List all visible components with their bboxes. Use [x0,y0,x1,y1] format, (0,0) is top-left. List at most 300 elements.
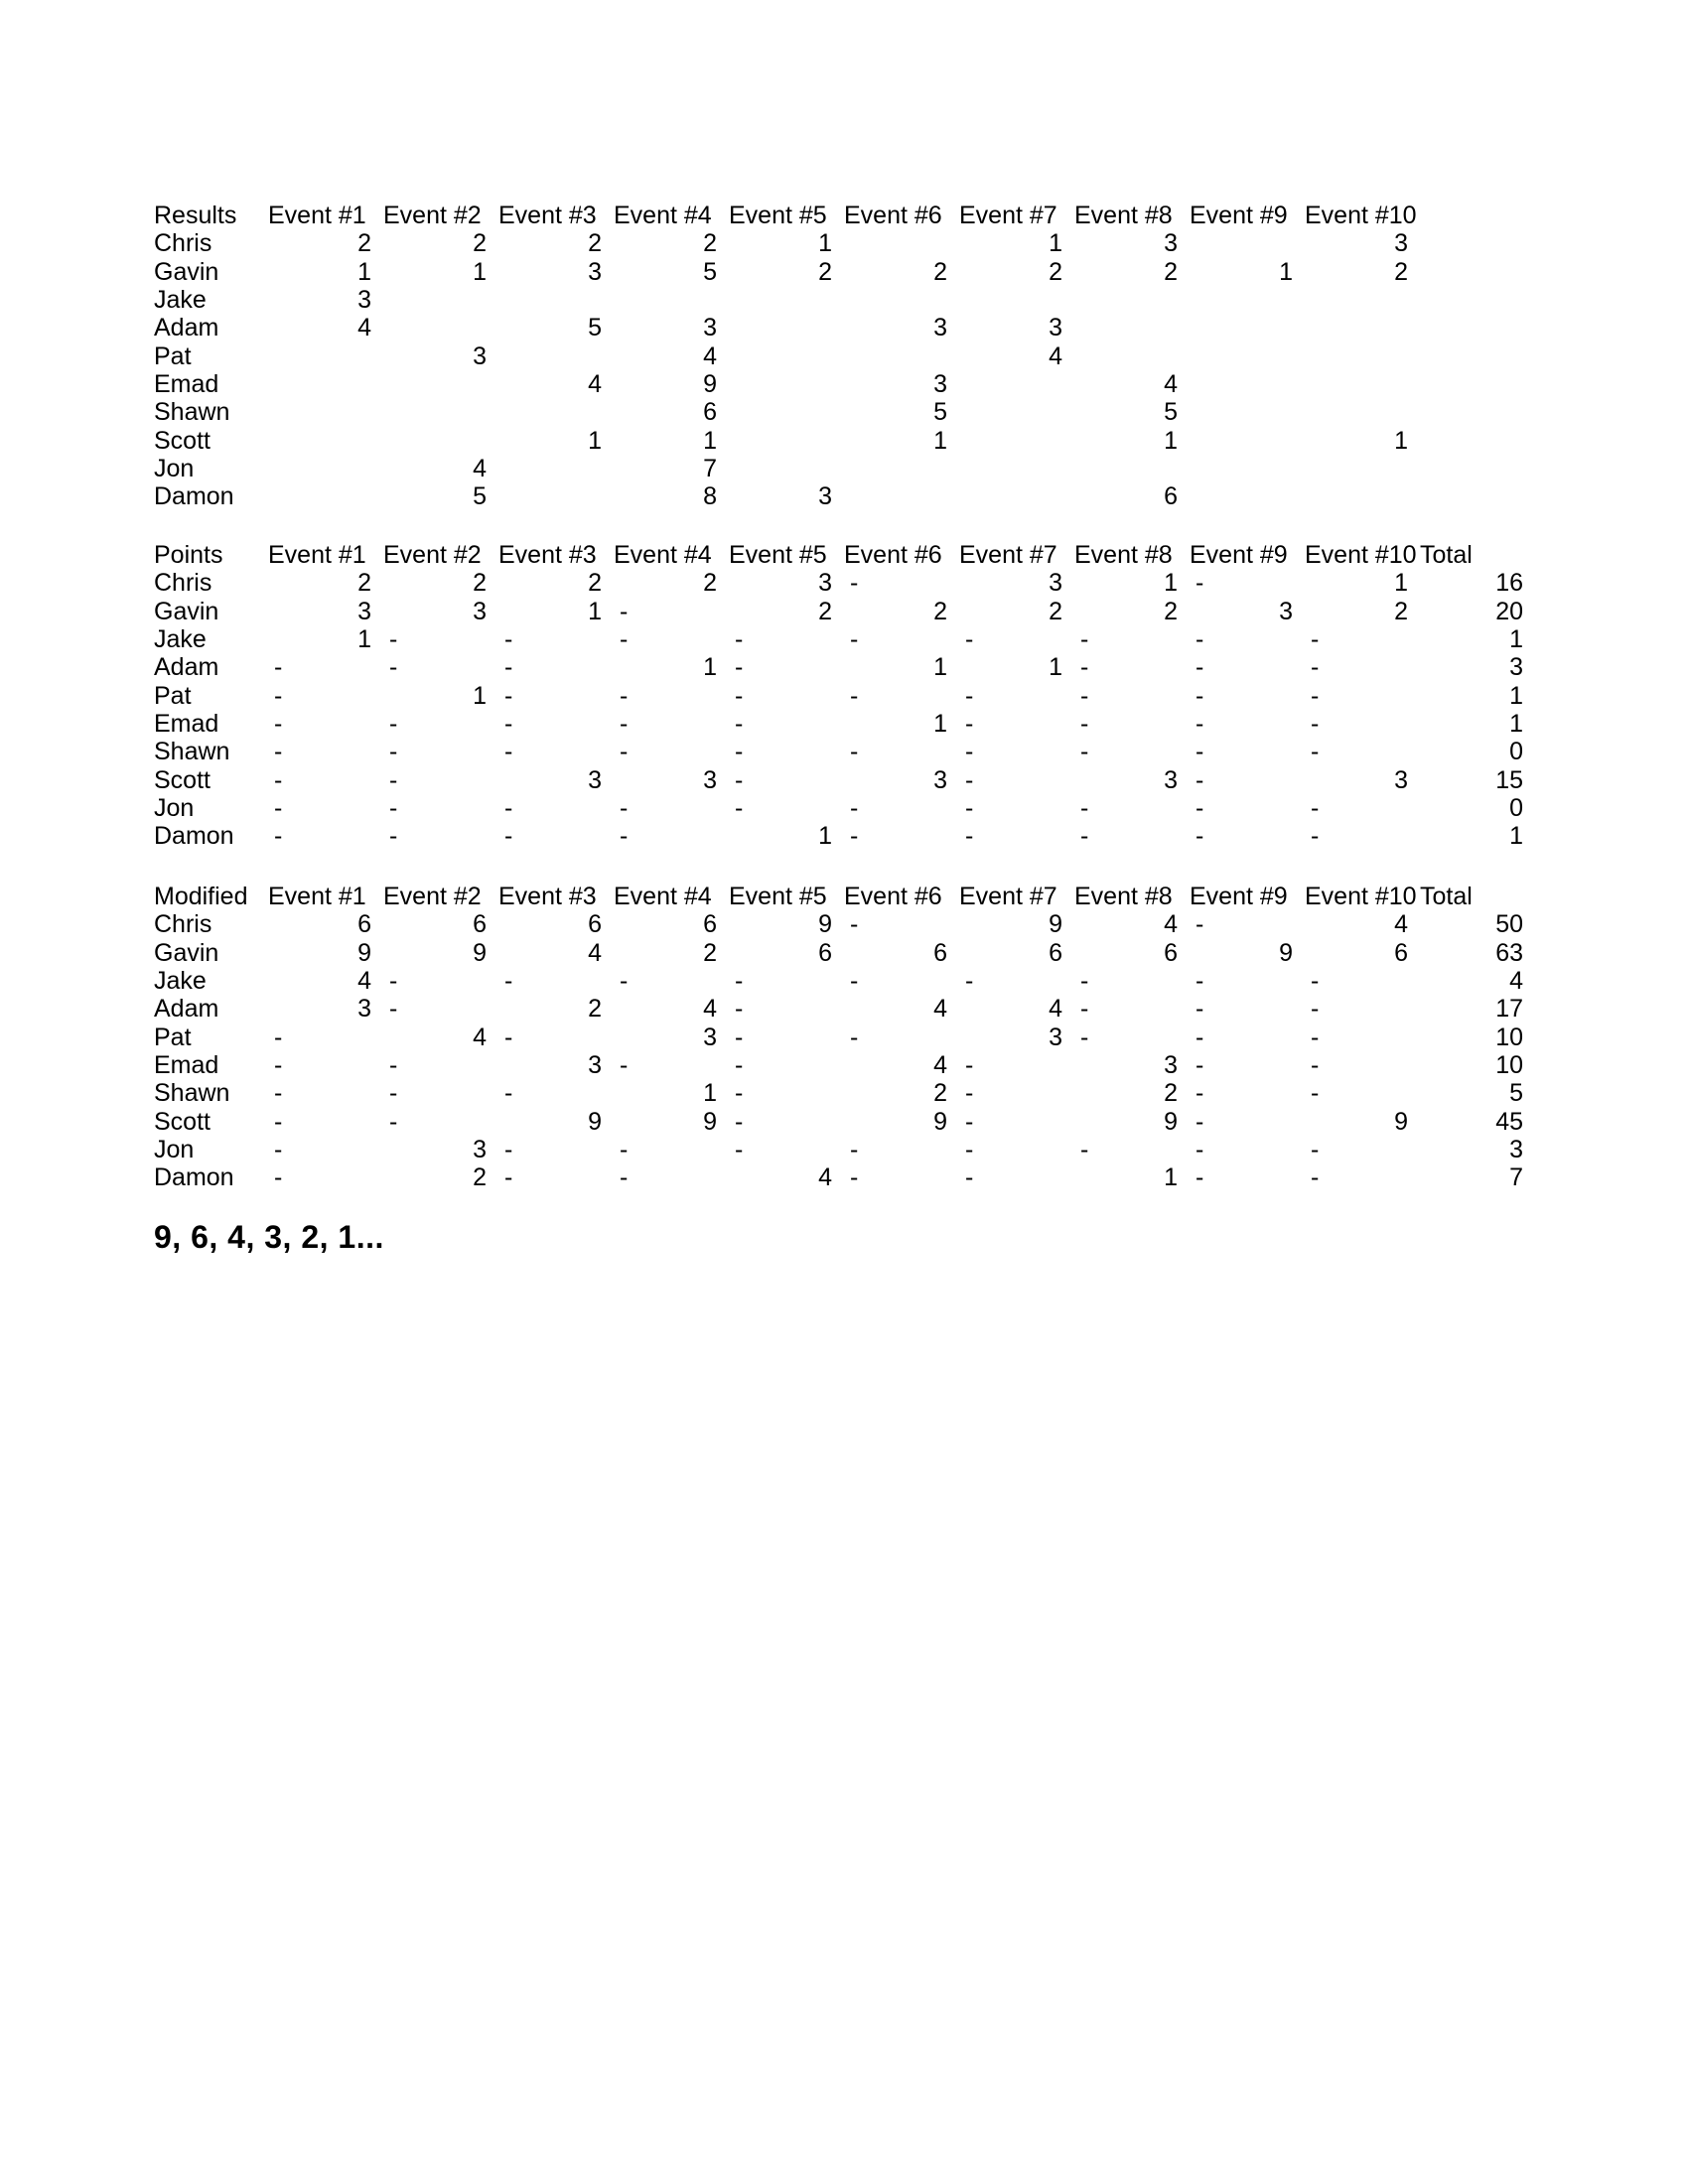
cell-event-1: - [274,1079,283,1108]
cell-event-6: - [850,967,859,996]
cell-event-7: 4 [1049,341,1062,370]
cell-event-9 [1183,286,1298,314]
cell-event-5: 3 [818,569,832,598]
cell-event-3: - [504,681,513,710]
cell-event-4: - [620,710,629,739]
column-header-event-1: Event #1 [268,541,366,569]
cell-event-8: 1 [1164,1163,1178,1192]
cell-event-8: 9 [1164,1107,1178,1136]
cell-event-2: - [389,710,398,739]
cell-event-9 [1183,370,1298,398]
cell-event-10: - [1311,625,1320,654]
cell-event-7: - [965,710,974,739]
cell-event-8: - [1080,738,1089,766]
cell-total [1413,427,1524,455]
cell-event-3: 2 [588,229,602,258]
cell-event-9 [1183,482,1298,510]
cell-event-1 [261,398,376,426]
cell-total: 63 [1495,938,1523,967]
cell-event-10: 3 [1394,765,1408,794]
cell-event-7: - [965,625,974,654]
cell-event-1: 1 [357,625,371,654]
cell-event-7: 6 [1049,938,1062,967]
cell-event-4: 3 [703,314,717,342]
row-name: Jake [154,286,207,315]
cell-event-7: 3 [1049,569,1062,598]
row-name: Scott [154,426,211,455]
cell-event-7 [952,455,1067,482]
cell-event-6 [837,455,952,482]
cell-event-8: 3 [1164,229,1178,258]
cell-event-10: - [1311,1136,1320,1164]
cell-event-7: 3 [1049,1023,1062,1051]
cell-event-4: 5 [703,257,717,286]
column-header-event-5: Event #5 [729,541,827,569]
cell-event-9: - [1196,1079,1204,1108]
cell-event-1: 9 [357,938,371,967]
cell-event-4: 9 [703,370,717,399]
cell-event-8 [1067,342,1183,370]
row-name: Damon [154,1163,234,1192]
cell-event-2: 2 [473,229,487,258]
cell-event-7 [952,286,1067,314]
cell-event-5: 2 [818,257,832,286]
row-name: Adam [154,995,219,1024]
cell-event-10 [1298,398,1413,426]
cell-event-1 [261,455,376,482]
cell-event-4: 1 [703,1079,717,1108]
cell-event-4: 4 [703,995,717,1024]
cell-event-9: - [1196,625,1204,654]
table-title: Points [154,541,223,569]
cell-event-3 [492,342,607,370]
cell-event-4: 3 [703,765,717,794]
cell-event-10: - [1311,794,1320,823]
column-header-event-6: Event #6 [844,202,942,229]
cell-event-1 [261,427,376,455]
row-name: Chris [154,910,212,939]
column-header-event-3: Event #3 [498,202,597,229]
column-header-event-6: Event #6 [844,541,942,569]
cell-event-1: 4 [357,967,371,996]
cell-event-9: - [1196,710,1204,739]
cell-event-7: - [965,822,974,851]
cell-event-5: - [735,681,744,710]
row-name: Chris [154,229,212,258]
cell-event-3: 1 [588,597,602,625]
cell-event-7: - [965,681,974,710]
cell-total: 15 [1495,765,1523,794]
cell-event-9 [1183,314,1298,341]
row-name: Jake [154,967,207,996]
cell-event-1: - [274,1107,283,1136]
cell-event-2: - [389,822,398,851]
cell-event-5: - [735,1023,744,1051]
cell-event-5 [722,455,837,482]
cell-event-8: - [1080,1023,1089,1051]
cell-event-2 [376,370,492,398]
row-name: Gavin [154,597,219,625]
cell-event-2: - [389,653,398,682]
column-header-event-2: Event #2 [383,883,482,910]
cell-event-3: 2 [588,995,602,1024]
cell-event-5 [722,314,837,341]
cell-event-1 [261,482,376,510]
cell-event-6: 5 [933,398,947,427]
cell-event-4: 2 [703,938,717,967]
cell-total: 0 [1509,738,1523,766]
row-name: Gavin [154,938,219,967]
cell-event-2: - [389,1107,398,1136]
cell-event-9: - [1196,822,1204,851]
cell-event-2: 6 [473,910,487,939]
modified-table [154,883,1524,1192]
cell-event-4: - [620,1051,629,1080]
cell-event-1: 3 [357,286,371,315]
cell-event-8: 2 [1164,257,1178,286]
cell-event-7: - [965,794,974,823]
cell-event-7: - [965,1163,974,1192]
cell-event-9: 3 [1279,597,1293,625]
cell-event-1: 1 [357,257,371,286]
cell-event-5: - [735,738,744,766]
cell-event-8: - [1080,681,1089,710]
cell-event-1: - [274,1023,283,1051]
cell-total: 20 [1495,597,1523,625]
cell-event-6: - [850,569,859,598]
cell-event-4: 2 [703,229,717,258]
cell-event-5: 1 [818,229,832,258]
column-header-event-7: Event #7 [959,541,1057,569]
column-header-event-4: Event #4 [614,202,712,229]
points-table [154,541,1524,851]
cell-event-4: 8 [703,482,717,511]
cell-total [1413,398,1524,426]
cell-event-9: - [1196,653,1204,682]
cell-event-2: 2 [473,569,487,598]
cell-event-3: 2 [588,569,602,598]
cell-event-4: 6 [703,398,717,427]
column-header-event-9: Event #9 [1190,541,1288,569]
cell-event-2: 2 [473,1163,487,1192]
cell-event-1: 3 [357,597,371,625]
cell-total: 3 [1509,653,1523,682]
cell-event-4: 2 [703,569,717,598]
cell-event-8: 2 [1164,597,1178,625]
cell-total [1413,370,1524,398]
cell-event-5: 2 [818,597,832,625]
cell-event-6: 2 [933,1079,947,1108]
cell-event-3: - [504,653,513,682]
cell-event-1: - [274,710,283,739]
cell-event-3: 5 [588,314,602,342]
cell-event-6: 3 [933,765,947,794]
cell-event-3: 9 [588,1107,602,1136]
cell-total [1413,482,1524,510]
cell-event-7: - [965,967,974,996]
cell-event-6: - [850,1136,859,1164]
table-title: Modified [154,883,248,910]
row-name: Scott [154,1107,211,1136]
cell-event-8: 5 [1164,398,1178,427]
cell-event-8: 2 [1164,1079,1178,1108]
cell-event-1: 6 [357,910,371,939]
cell-event-2: - [389,995,398,1024]
cell-event-8: - [1080,625,1089,654]
cell-event-6 [837,482,952,510]
cell-total [1413,258,1524,286]
cell-event-2: 5 [473,482,487,511]
row-name: Jon [154,455,195,483]
cell-event-4: 1 [703,653,717,682]
cell-total: 1 [1509,822,1523,851]
cell-event-10 [1298,314,1413,341]
cell-event-1: - [274,681,283,710]
cell-event-2: 1 [473,681,487,710]
cell-event-2 [376,427,492,455]
column-header-event-5: Event #5 [729,883,827,910]
cell-event-9: 1 [1279,257,1293,286]
cell-event-10: - [1311,1163,1320,1192]
cell-event-1 [261,370,376,398]
cell-event-5: - [735,1107,744,1136]
cell-event-6 [837,286,952,314]
cell-event-4: - [620,738,629,766]
cell-event-8: 3 [1164,1051,1178,1080]
row-name: Pat [154,341,192,370]
column-header-event-10: Event #10 [1305,541,1417,569]
cell-event-8: 6 [1164,938,1178,967]
cell-event-3: - [504,967,513,996]
cell-event-6: 3 [933,314,947,342]
cell-event-1: 2 [357,229,371,258]
cell-event-5: - [735,625,744,654]
cell-event-3 [492,398,607,426]
cell-event-10: - [1311,1079,1320,1108]
cell-event-6: 1 [933,653,947,682]
cell-event-10: - [1311,822,1320,851]
cell-event-6: - [850,822,859,851]
cell-event-7 [952,427,1067,455]
cell-total: 50 [1495,910,1523,939]
row-name: Jon [154,794,195,823]
cell-event-3: 4 [588,938,602,967]
column-header-total: Total [1420,883,1473,910]
cell-event-5: - [735,1051,744,1080]
column-header-event-9: Event #9 [1190,202,1288,229]
cell-event-10: 9 [1394,1107,1408,1136]
column-header-event-7: Event #7 [959,883,1057,910]
cell-event-10 [1298,342,1413,370]
cell-event-2 [376,398,492,426]
cell-event-2: 4 [473,1023,487,1051]
cell-event-10 [1298,370,1413,398]
cell-total: 5 [1509,1079,1523,1108]
cell-event-2: - [389,1051,398,1080]
cell-event-2: - [389,625,398,654]
cell-event-3 [492,455,607,482]
cell-total: 45 [1495,1107,1523,1136]
cell-event-6: - [850,1163,859,1192]
cell-event-10: - [1311,967,1320,996]
cell-total: 10 [1495,1023,1523,1051]
cell-event-4: - [620,794,629,823]
results-table [154,202,1524,511]
cell-event-9: - [1196,681,1204,710]
column-header-event-8: Event #8 [1074,202,1173,229]
cell-event-9: - [1196,765,1204,794]
cell-event-2: - [389,967,398,996]
cell-event-2: - [389,738,398,766]
cell-event-6: 1 [933,426,947,455]
cell-event-3: - [504,822,513,851]
cell-event-7: 3 [1049,314,1062,342]
cell-event-8: - [1080,653,1089,682]
cell-event-7: 2 [1049,257,1062,286]
cell-event-3: 3 [588,765,602,794]
cell-event-10: 6 [1394,938,1408,967]
cell-event-4: 4 [703,341,717,370]
cell-event-10 [1298,455,1413,482]
cell-total [1413,314,1524,341]
cell-event-6: 3 [933,370,947,399]
cell-event-3: 3 [588,257,602,286]
cell-event-5 [722,427,837,455]
cell-event-7: 4 [1049,995,1062,1024]
cell-event-6: - [850,625,859,654]
cell-event-3: 3 [588,1051,602,1080]
cell-event-1: 4 [357,314,371,342]
cell-event-8: 6 [1164,482,1178,511]
cell-event-9: - [1196,1023,1204,1051]
cell-event-6: 2 [933,257,947,286]
cell-event-10: 2 [1394,257,1408,286]
cell-event-2: 3 [473,341,487,370]
cell-event-8: 4 [1164,910,1178,939]
column-header-event-9: Event #9 [1190,883,1288,910]
cell-event-4: 3 [703,1023,717,1051]
cell-event-10: - [1311,653,1320,682]
cell-event-6: - [850,681,859,710]
cell-event-2: 9 [473,938,487,967]
cell-event-8 [1067,314,1183,341]
cell-event-2: 4 [473,455,487,483]
column-header-event-5: Event #5 [729,202,827,229]
cell-event-3: 1 [588,426,602,455]
cell-event-5: - [735,995,744,1024]
cell-event-8: - [1080,995,1089,1024]
cell-event-1: - [274,738,283,766]
cell-event-4: 6 [703,910,717,939]
column-header-event-7: Event #7 [959,202,1057,229]
cell-event-5: - [735,710,744,739]
cell-event-5 [722,370,837,398]
cell-event-9 [1183,342,1298,370]
cell-event-5: - [735,1136,744,1164]
cell-event-3 [492,286,607,314]
cell-event-4: - [620,822,629,851]
cell-event-9: - [1196,569,1204,598]
row-name: Pat [154,1023,192,1051]
column-header-event-4: Event #4 [614,883,712,910]
cell-event-6: - [850,910,859,939]
cell-event-6 [837,229,952,257]
cell-event-4: 1 [703,426,717,455]
cell-event-7: 9 [1049,910,1062,939]
row-name: Gavin [154,257,219,286]
cell-event-4: - [620,1136,629,1164]
cell-event-6: 2 [933,597,947,625]
column-header-event-6: Event #6 [844,883,942,910]
cell-event-8: - [1080,794,1089,823]
cell-event-5: 9 [818,910,832,939]
row-name: Adam [154,653,219,682]
row-name: Damon [154,482,234,511]
column-header-total: Total [1420,541,1473,569]
cell-event-10: 4 [1394,910,1408,939]
cell-event-4: - [620,597,629,625]
cell-event-6 [837,342,952,370]
cell-event-2: - [389,1079,398,1108]
cell-event-2: - [389,794,398,823]
column-header-event-10: Event #10 [1305,883,1417,910]
cell-event-9: - [1196,967,1204,996]
cell-event-4: - [620,1163,629,1192]
cell-event-7: - [965,1136,974,1164]
row-name: Scott [154,765,211,794]
cell-event-3: - [504,625,513,654]
row-name: Chris [154,569,212,598]
column-header-total [1413,202,1524,229]
cell-total: 0 [1509,794,1523,823]
cell-event-5 [722,398,837,426]
cell-event-10: - [1311,710,1320,739]
cell-event-7: - [965,765,974,794]
cell-event-8: 1 [1164,569,1178,598]
cell-event-1: - [274,1136,283,1164]
cell-event-1: - [274,653,283,682]
cell-event-5: 3 [818,482,832,511]
cell-event-5: 6 [818,938,832,967]
scoring-sequence-note: 9, 6, 4, 3, 2, 1... [154,1219,384,1255]
cell-event-9: - [1196,794,1204,823]
row-name: Shawn [154,738,230,766]
cell-event-6: 4 [933,1051,947,1080]
cell-event-7 [952,482,1067,510]
cell-event-6: 6 [933,938,947,967]
cell-event-7: - [965,738,974,766]
cell-event-8: - [1080,967,1089,996]
column-header-event-1: Event #1 [268,883,366,910]
row-name: Emad [154,1051,219,1080]
column-header-event-4: Event #4 [614,541,712,569]
cell-total [1413,342,1524,370]
cell-event-1: - [274,1051,283,1080]
column-header-event-3: Event #3 [498,883,597,910]
cell-event-10: 2 [1394,597,1408,625]
cell-event-9: - [1196,1136,1204,1164]
cell-event-3: - [504,1023,513,1051]
cell-event-5 [722,286,837,314]
cell-event-6: - [850,738,859,766]
cell-event-2 [376,314,492,341]
cell-total: 1 [1509,681,1523,710]
column-header-event-2: Event #2 [383,202,482,229]
cell-event-5: - [735,653,744,682]
row-name: Adam [154,314,219,342]
cell-event-10 [1298,482,1413,510]
cell-event-2: 3 [473,1136,487,1164]
